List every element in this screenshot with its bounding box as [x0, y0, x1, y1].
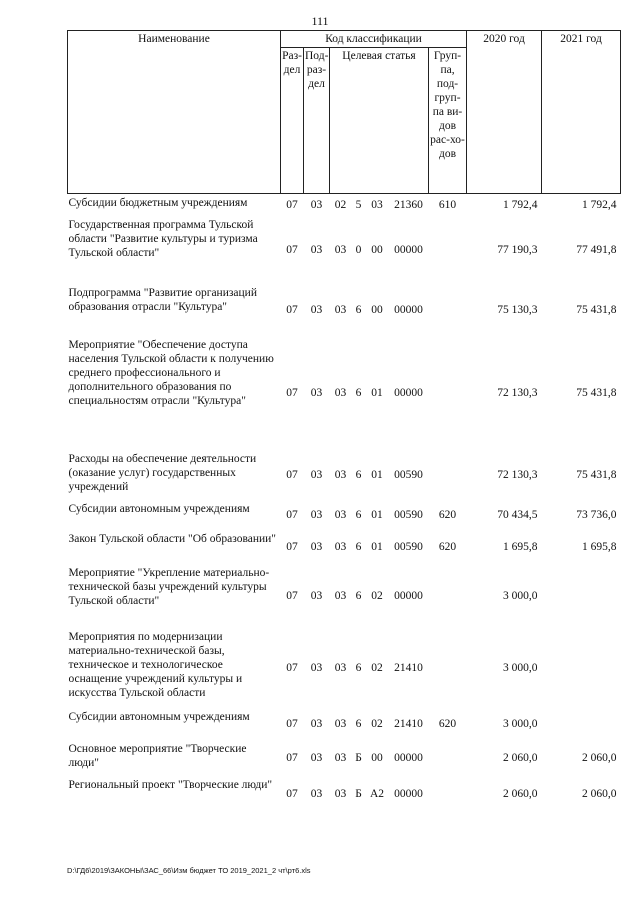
table-row: Мероприятие "Обеспечение доступа населения Тульской области к получению среднего профессионального и дополнительного образования по специальностям отрасли "Культура" 07 03 03 6 01 00000 72 130,3 75 431,8	[68, 338, 617, 407]
table-row: Закон Тульской области "Об образовании" 07 03 03 6 01 00590 620 1 695,8 1 695,8	[68, 532, 617, 553]
header-expense-group: Груп-па, под-груп-па ви-дов рас-хо-дов	[429, 48, 467, 194]
header-year-2021: 2021 год	[542, 31, 621, 194]
page-number: 111	[311, 14, 329, 28]
header-year-2020: 2020 год	[467, 31, 542, 194]
table-row: Расходы на обеспечение деятельности (оказание услуг) государственных учреждений 07 03 03 6 01 00590 72 130,3 75 431,8	[68, 452, 617, 493]
header-classification: Код классификации	[281, 31, 467, 48]
header-subsection: Под-раз-дел	[304, 48, 330, 194]
header-section: Раз-дел	[281, 48, 304, 194]
table-row: Подпрограмма "Развитие организаций образования отрасли "Культура" 07 03 03 6 00 00000 75 130,3 75 431,8	[68, 286, 617, 316]
file-path-footer: D:\ГД6\2019\ЗАКОНЫ\ЗАС_66\Изм бюджет ТО 2019_2021_2 чт\рт6.xls	[67, 866, 311, 875]
table-row: Основное мероприятие "Творческие люди" 07 03 03 Б 00 00000 2 060,0 2 060,0	[68, 742, 617, 769]
table-row: Мероприятие "Укрепление материально-технической базы учреждений культуры Тульской области" 07 03 03 6 02 00000 3 000,0	[68, 566, 538, 607]
table-row: Государственная программа Тульской области "Развитие культуры и туризма Тульской области" 07 03 03 0 00 00000 77 190,3 77 491,8	[68, 218, 617, 259]
budget-table	[67, 30, 621, 812]
table-row: Субсидии автономным учреждениям 07 03 03 6 01 00590 620 70 434,5 73 736,0	[68, 502, 617, 521]
header-name: Наименование	[68, 31, 281, 194]
header-target-article: Целевая статья	[330, 48, 429, 194]
table-row: Субсидии автономным учреждениям 07 03 03 6 02 21410 620 3 000,0	[68, 710, 538, 730]
table-row: Региональный проект "Творческие люди" 07 03 03 Б А2 00000 2 060,0 2 060,0	[68, 778, 617, 800]
table-row: Субсидии бюджетным учреждениям 07 03 02 5 03 21360 610 1 792,4 1 792,4	[68, 197, 617, 211]
table-row: Мероприятия по модернизации материально-технической базы, техническое и технологическое оснащение учреждений культуры и искусства Тульской области 07 03 03 6 02 21410 3 000,0	[68, 630, 538, 699]
